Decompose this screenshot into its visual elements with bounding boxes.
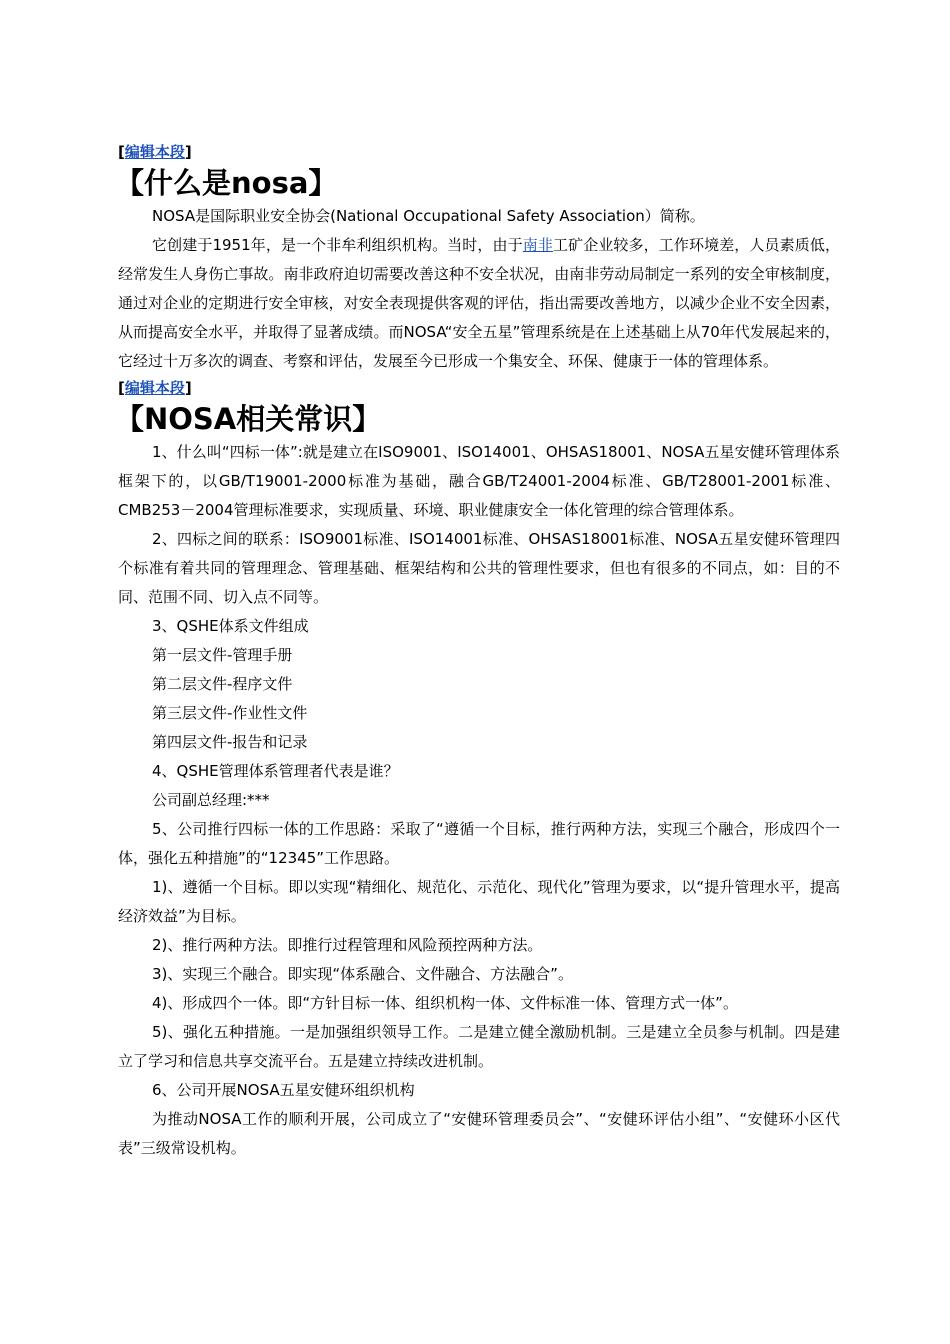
edit-link-bracket-left: [ [118,143,125,161]
paragraph-nosa-history [118,231,840,376]
history-text-a: 它创建于1951年，是一个非牟利组织机构。当时，由于 [152,236,523,254]
edit-section-link-1[interactable] [118,140,840,164]
paragraph: 5)、强化五种措施。一是加强组织领导工作。二是建立健全激励机制。三是建立全员参与机制。四是建立了学习和信息共享交流平台。五是建立持续改进机制。 [118,1023,840,1070]
edit-link-bracket-right: ] [184,143,192,161]
paragraph: 5、公司推行四标一体的工作思路：采取了“遵循一个目标，推行两种方法，实现三个融合，形成四个一体，强化五种措施”的“12345”工作思路。 [118,820,840,867]
paragraph: 3、QSHE体系文件组成 [152,617,309,635]
paragraph: 1、什么叫“四标一体”:就是建立在ISO9001、ISO14001、OHSAS18001、NOSA五星安健环管理体系框架下的，以GB/T19001-2000标准为基础，融合GB/T24001-2004标准、GB/T28001-2001标准、CMB253－2004管理标准要求，实现质量、环境、职业健康安全一体化管理的综合管理体系。 [118,443,840,519]
paragraph: 4、QSHE管理体系管理者代表是谁？ [152,762,399,780]
edit-link-label[interactable]: 编辑本段 [124,379,185,397]
edit-link-bracket-right: ] [184,379,192,397]
paragraph: 1)、遵循一个目标。即以实现“精细化、规范化、示范化、现代化”管理为要求，以“提升管理水平，提高经济效益”为目标。 [118,878,840,925]
document-page [115,140,840,1163]
paragraph: 4)、形成四个一体。即“方针目标一体、组织机构一体、文件标准一体、管理方式一体”。 [152,994,738,1012]
history-text-b: 工矿企业较多，工作环境差，人员素质低，经常发生人身伤亡事故。南非政府迫切需要改善这种不安全状况，由南非劳动局制定一系列的安全审核制度，通过对企业的定期进行安全审核，对安全表现提供客观的评估，指出需要改善地方，以减少企业不安全因素，从而提高安全水平，并取得了显著成绩。而NOSA“安全五星”管理系统是在上述基础上从70年代发展起来的，它经过十万多次的调查、考察和评估，发展至今已形成一个集安全、环保、健康于一体的管理体系。 [118,236,840,370]
section-title-nosa-knowledge: 【NOSA相关常识】 [115,402,382,436]
link-south-africa[interactable]: 南非 [522,236,553,254]
paragraph: 2)、推行两种方法。即推行过程管理和风险预控两种方法。 [152,936,543,954]
paragraph: 第四层文件-报告和记录 [152,733,308,751]
edit-link-bracket-left: [ [118,379,125,397]
paragraph: 第二层文件-程序文件 [152,675,293,693]
paragraph: 6、公司开展NOSA五星安健环组织机构 [152,1081,415,1099]
edit-link-label[interactable]: 编辑本段 [124,143,185,161]
paragraph: 第三层文件-作业性文件 [152,704,308,722]
paragraph: 3)、实现三个融合。即实现“体系融合、文件融合、方法融合”。 [152,965,573,983]
paragraph: 2、四标之间的联系：ISO9001标准、ISO14001标准、OHSAS18001标准、NOSA五星安健环管理四个标准有着共同的管理理念、管理基础、框架结构和公共的管理性要求，但也有很多的不同点，如：目的不同、范围不同、切入点不同等。 [118,530,840,606]
paragraph-nosa-definition: NOSA是国际职业安全协会(National Occupational Safety Association）简称。 [152,207,705,225]
paragraph: 公司副总经理:*** [152,791,270,809]
paragraph: 为推动NOSA工作的顺利开展，公司成立了“安健环管理委员会”、“安健环评估小组”、“安健环小区代表”三级常设机构。 [118,1110,840,1157]
section-title-what-is-nosa: 【什么是nosa】 [115,166,338,200]
edit-section-link-2[interactable] [118,376,840,400]
paragraph: 第一层文件-管理手册 [152,646,293,664]
